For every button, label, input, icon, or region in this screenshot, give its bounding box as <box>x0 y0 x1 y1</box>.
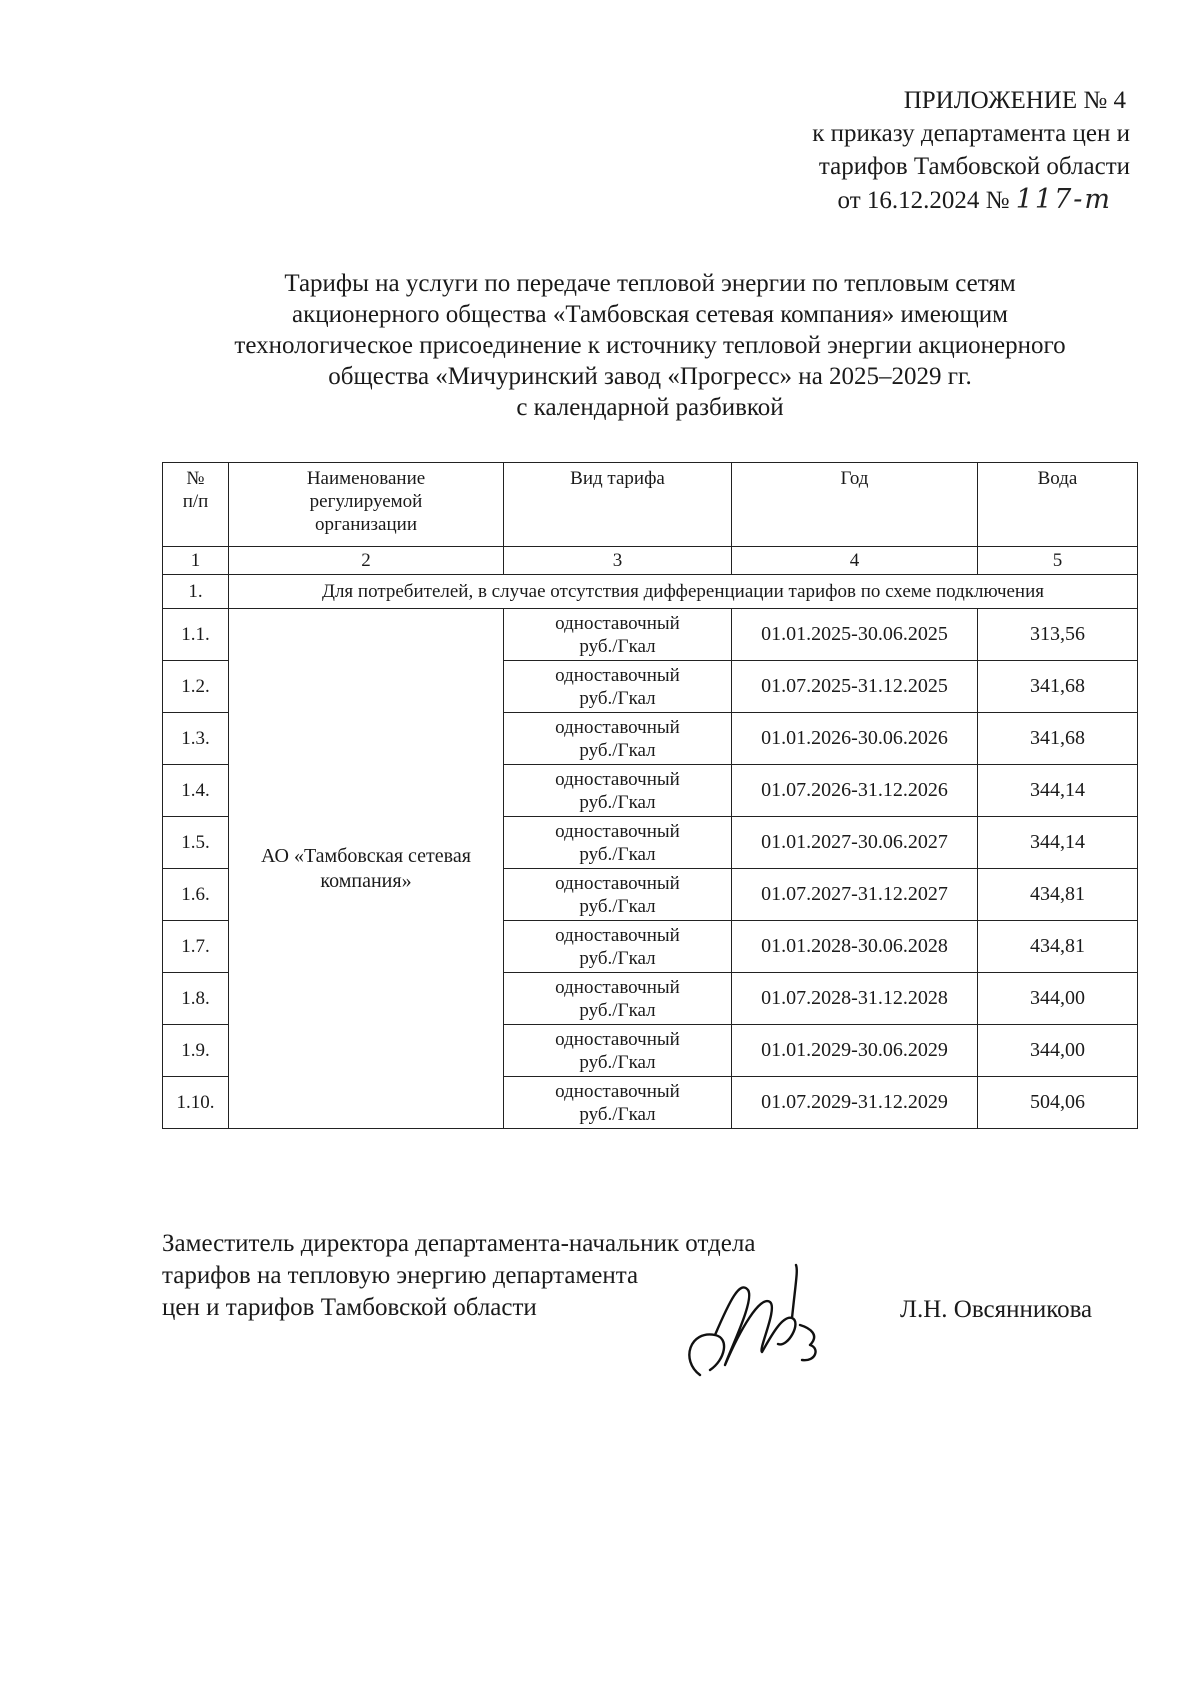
appendix-line-3: тарифов Тамбовской области <box>818 153 1130 180</box>
header-water: Вода <box>978 463 1138 547</box>
appendix-title: ПРИЛОЖЕНИЕ № 4 <box>903 87 1126 114</box>
handwritten-order-number: 117-т <box>1015 184 1112 215</box>
tariff-type: одноставочный руб./Гкал <box>504 1077 732 1129</box>
tariff-table <box>162 462 1138 1129</box>
row-number: 1.10. <box>163 1077 229 1129</box>
row-number: 1.7. <box>163 921 229 973</box>
column-number: 1 <box>163 547 229 575</box>
column-numbers-row <box>163 547 1138 575</box>
group-label: Для потребителей, в случае отсутствия дифференциации тарифов по схеме подключения <box>229 575 1138 609</box>
column-number: 2 <box>229 547 504 575</box>
header-tariff-type: Вид тарифа <box>504 463 732 547</box>
title-line: Тарифы на услуги по передаче тепловой энергии по тепловым сетям <box>284 270 1016 297</box>
water-value: 504,06 <box>978 1077 1138 1129</box>
water-value: 341,68 <box>978 713 1138 765</box>
column-number: 5 <box>978 547 1138 575</box>
row-number: 1.8. <box>163 973 229 1025</box>
tariff-type: одноставочный руб./Гкал <box>504 921 732 973</box>
title-line: общества «Мичуринский завод «Прогресс» на 2025–2029 гг. <box>328 363 972 390</box>
period: 01.01.2026-30.06.2026 <box>732 713 978 765</box>
tariff-type: одноставочный руб./Гкал <box>504 661 732 713</box>
period: 01.07.2029-31.12.2029 <box>732 1077 978 1129</box>
signatory-name: Л.Н. Овсянникова <box>900 1296 1093 1323</box>
tariff-type: одноставочный руб./Гкал <box>504 869 732 921</box>
water-value: 344,14 <box>978 817 1138 869</box>
organization-name: компания» <box>320 869 412 892</box>
group-row <box>163 575 1138 609</box>
period: 01.07.2025-31.12.2025 <box>732 661 978 713</box>
title-line: с календарной разбивкой <box>516 394 784 421</box>
position-line: Заместитель директора департамента-начальник отдела <box>162 1230 756 1257</box>
table-row <box>163 609 1138 661</box>
period: 01.01.2025-30.06.2025 <box>732 609 978 661</box>
organization-name: АО «Тамбовская сетевая <box>261 844 471 867</box>
water-value: 434,81 <box>978 921 1138 973</box>
period: 01.07.2026-31.12.2026 <box>732 765 978 817</box>
position-line: тарифов на тепловую энергию департамента <box>162 1262 639 1289</box>
row-number: 1.3. <box>163 713 229 765</box>
water-value: 344,00 <box>978 1025 1138 1077</box>
column-number: 3 <box>504 547 732 575</box>
row-number: 1.1. <box>163 609 229 661</box>
appendix-line-2: к приказу департамента цен и <box>812 120 1130 147</box>
row-number: 1.4. <box>163 765 229 817</box>
water-value: 344,00 <box>978 973 1138 1025</box>
appendix-date-line <box>600 183 1130 217</box>
handwritten-signature <box>670 1240 850 1390</box>
tariff-type: одноставочный руб./Гкал <box>504 1025 732 1077</box>
document-title <box>150 268 1150 423</box>
water-value: 341,68 <box>978 661 1138 713</box>
row-number: 1.6. <box>163 869 229 921</box>
tariff-type: одноставочный руб./Гкал <box>504 973 732 1025</box>
period: 01.01.2027-30.06.2027 <box>732 817 978 869</box>
period: 01.07.2028-31.12.2028 <box>732 973 978 1025</box>
tariff-type: одноставочный руб./Гкал <box>504 817 732 869</box>
period: 01.07.2027-31.12.2027 <box>732 869 978 921</box>
tariff-type: одноставочный руб./Гкал <box>504 609 732 661</box>
row-number: 1.5. <box>163 817 229 869</box>
tariff-type: одноставочный руб./Гкал <box>504 765 732 817</box>
appendix-date: от 16.12.2024 № <box>837 187 1010 214</box>
row-number: 1.2. <box>163 661 229 713</box>
header-organization: Наименование регулируемой организации <box>229 463 504 547</box>
title-line: акционерного общества «Тамбовская сетевая компания» имеющим <box>292 301 1008 328</box>
appendix-header <box>600 84 1130 217</box>
tariff-type: одноставочный руб./Гкал <box>504 713 732 765</box>
water-value: 313,56 <box>978 609 1138 661</box>
group-number: 1. <box>163 575 229 609</box>
table-header-row <box>163 463 1138 547</box>
header-year: Год <box>732 463 978 547</box>
title-line: технологическое присоединение к источнику тепловой энергии акционерного <box>234 332 1066 359</box>
header-number: № п/п <box>163 463 229 547</box>
period: 01.01.2028-30.06.2028 <box>732 921 978 973</box>
water-value: 434,81 <box>978 869 1138 921</box>
water-value: 344,14 <box>978 765 1138 817</box>
position-line: цен и тарифов Тамбовской области <box>162 1294 537 1321</box>
column-number: 4 <box>732 547 978 575</box>
organization-cell <box>229 609 504 1129</box>
row-number: 1.9. <box>163 1025 229 1077</box>
period: 01.01.2029-30.06.2029 <box>732 1025 978 1077</box>
